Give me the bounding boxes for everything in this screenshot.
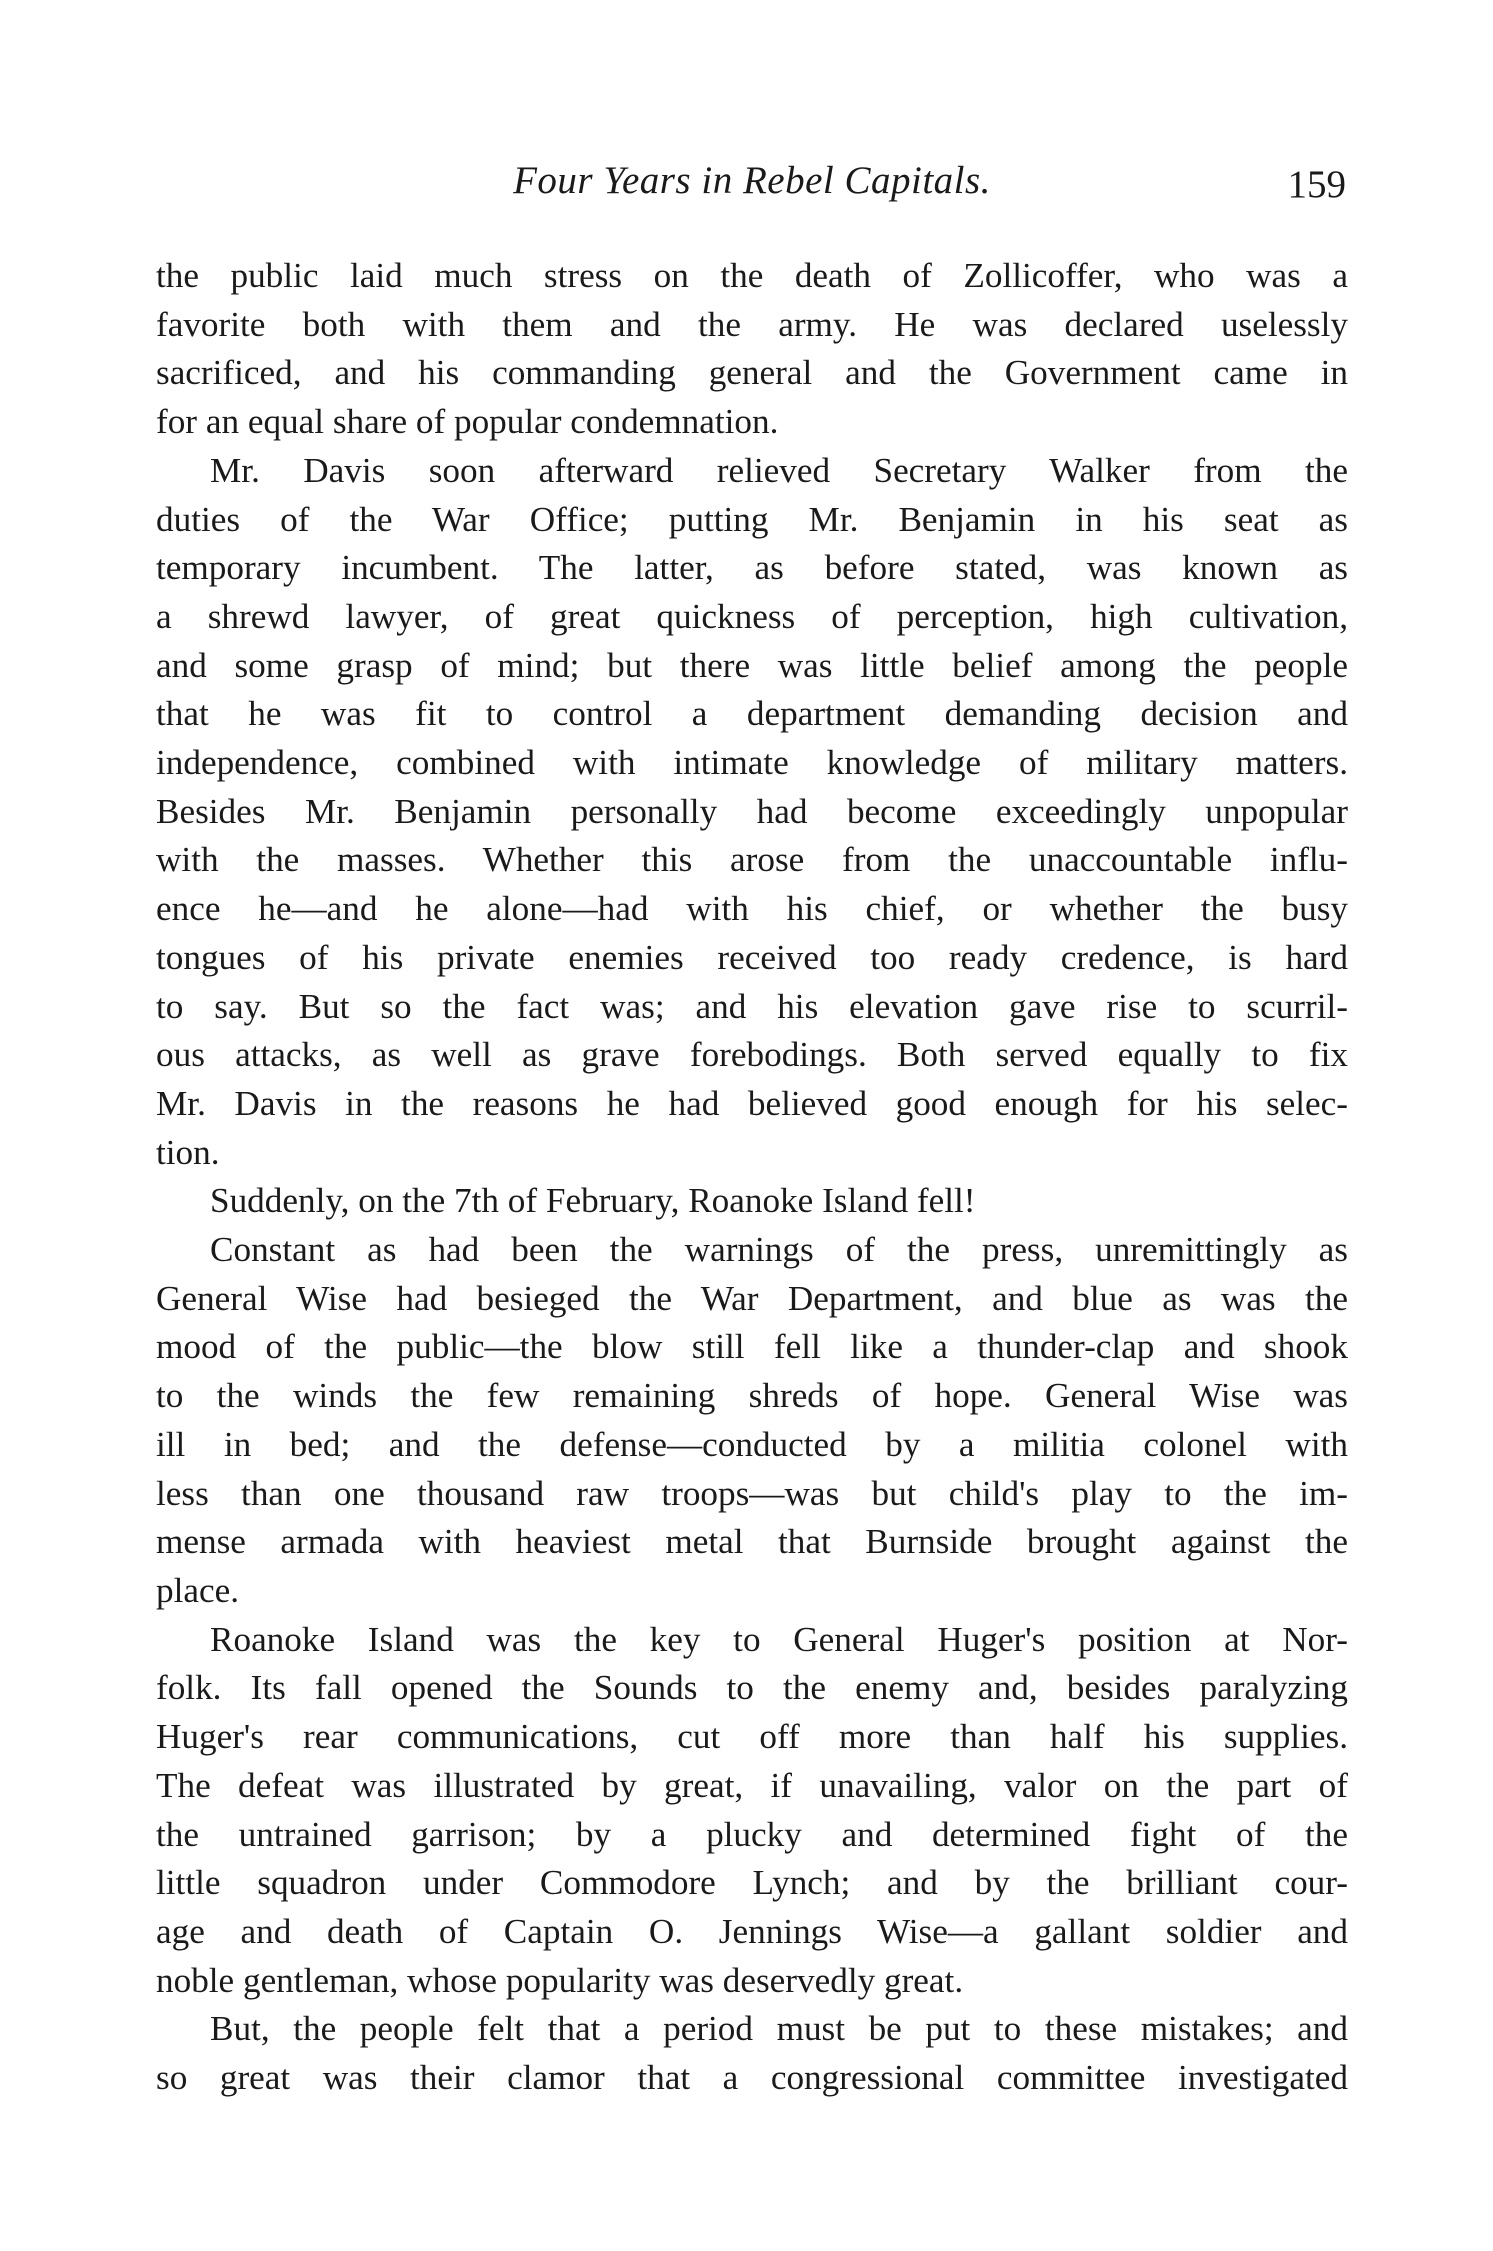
text-line: so great was their clamor that a congressional committee investigated	[156, 2058, 1348, 2098]
text-line: Mr. Davis soon afterward relieved Secretary Walker from the	[210, 450, 1348, 490]
page-header	[156, 158, 1348, 218]
body-text	[156, 252, 1348, 2103]
running-title: Four Years in Rebel Capitals.	[513, 159, 991, 202]
text-line: place.	[156, 1570, 240, 1610]
text-line: Huger's rear communications, cut off more than half his supplies.	[156, 1717, 1348, 1757]
text-line: The defeat was illustrated by great, if unavailing, valor on the part of	[156, 1765, 1348, 1805]
text-line: ous attacks, as well as grave forebodings. Both served equally to fix	[156, 1035, 1348, 1075]
text-line: noble gentleman, whose popularity was deservedly great.	[156, 1960, 964, 2000]
text-line: mense armada with heaviest metal that Burnside brought against the	[156, 1522, 1348, 1562]
text-line: Besides Mr. Benjamin personally had become exceedingly unpopular	[156, 791, 1348, 831]
text-line: ill in bed; and the defense—conducted by a militia colonel with	[156, 1424, 1348, 1464]
text-line: But, the people felt that a period must be put to these mistakes; and	[210, 2009, 1348, 2049]
text-line: less than one thousand raw troops—was but child's play to the im-	[156, 1473, 1348, 1513]
page-number: 159	[1287, 163, 1346, 206]
text-line: independence, combined with intimate knowledge of military matters.	[156, 743, 1348, 783]
text-line: the public laid much stress on the death of Zollicoffer, who was a	[156, 256, 1348, 295]
text-line: that he was fit to control a department demanding decision and	[156, 694, 1348, 734]
text-line: a shrewd lawyer, of great quickness of perception, high cultivation,	[156, 596, 1348, 636]
text-line: ence he—and he alone—had with his chief, or whether the busy	[156, 889, 1348, 929]
text-line: for an equal share of popular condemnation.	[156, 402, 779, 442]
text-line: sacrificed, and his commanding general and the Government came in	[156, 353, 1348, 393]
text-line: duties of the War Office; putting Mr. Benjamin in his seat as	[156, 499, 1348, 539]
text-line: to say. But so the fact was; and his elevation gave rise to scurril-	[156, 986, 1348, 1026]
text-line: mood of the public—the blow still fell like a thunder-clap and shook	[156, 1327, 1348, 1367]
text-line: Roanoke Island was the key to General Huger's position at Nor-	[210, 1619, 1348, 1659]
text-line: little squadron under Commodore Lynch; and by the brilliant cour-	[156, 1863, 1348, 1903]
text-line: and some grasp of mind; but there was little belief among the people	[156, 645, 1348, 685]
text-line: the untrained garrison; by a plucky and determined fight of the	[156, 1814, 1348, 1854]
text-line: favorite both with them and the army. He was declared uselessly	[156, 304, 1348, 344]
text-line: Constant as had been the warnings of the press, unremittingly as	[210, 1230, 1348, 1270]
text-line: temporary incumbent. The latter, as before stated, was known as	[156, 548, 1348, 588]
text-line: Suddenly, on the 7th of February, Roanoke Island fell!	[210, 1181, 976, 1221]
text-line: General Wise had besieged the War Department, and blue as was the	[156, 1278, 1348, 1318]
text-line: folk. Its fall opened the Sounds to the enemy and, besides paralyzing	[156, 1668, 1348, 1708]
text-line: tion.	[156, 1132, 220, 1172]
text-line: age and death of Captain O. Jennings Wise—a gallant soldier and	[156, 1911, 1348, 1951]
text-line: tongues of his private enemies received too ready credence, is hard	[156, 937, 1348, 977]
text-line: to the winds the few remaining shreds of hope. General Wise was	[156, 1376, 1348, 1416]
text-line: Mr. Davis in the reasons he had believed good enough for his selec-	[156, 1083, 1348, 1123]
text-line: with the masses. Whether this arose from the unaccountable influ-	[156, 840, 1348, 880]
